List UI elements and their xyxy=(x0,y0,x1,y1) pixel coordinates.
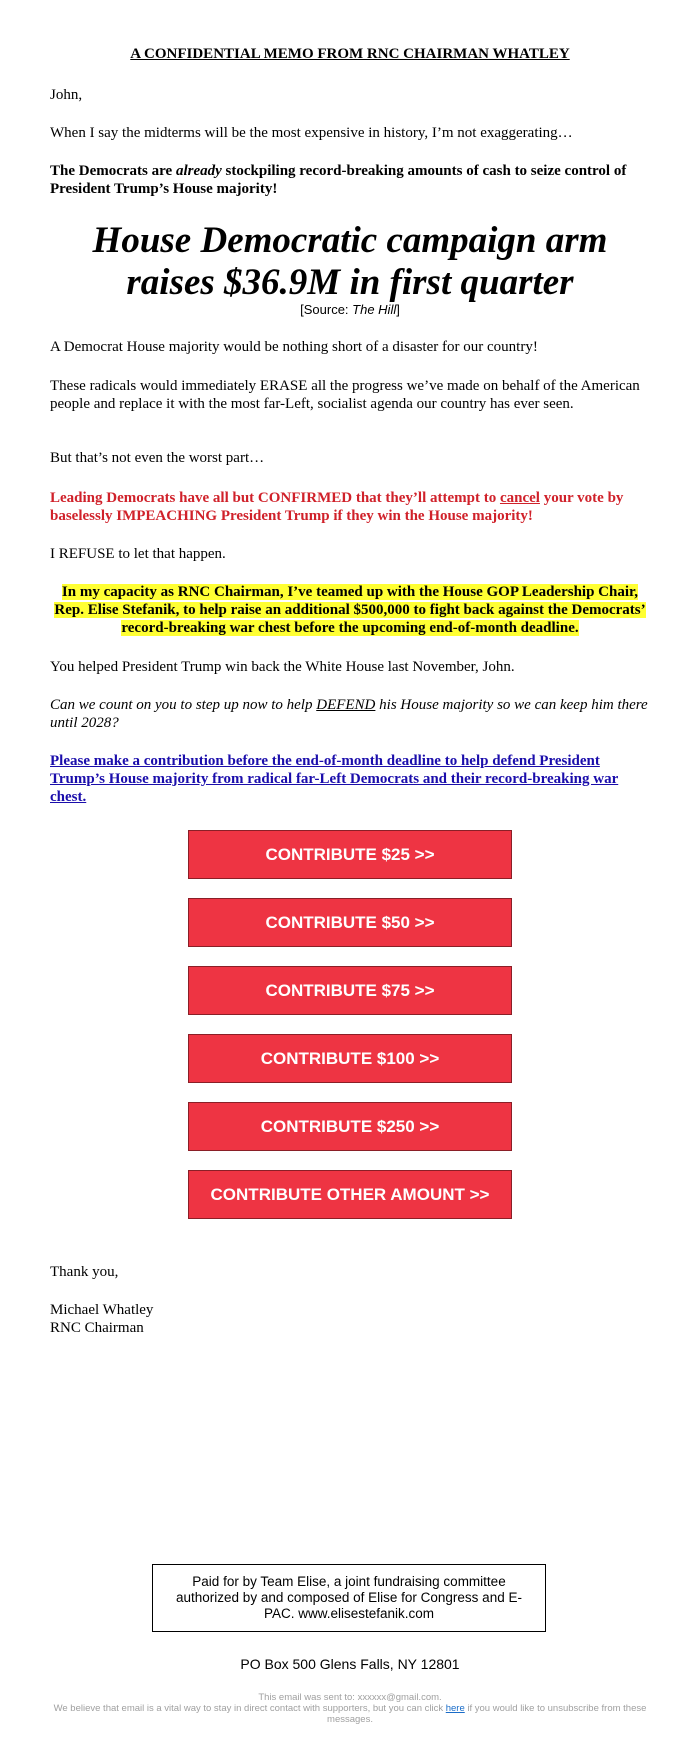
paid-for-disclaimer: Paid for by Team Elise, a joint fundraising committee authorized by and composed of Elise for Congress and E-PAC. www.elisestefanik.com xyxy=(152,1564,546,1632)
impeach-warning-paragraph: Leading Democrats have all but CONFIRMED that they’ll attempt to cancel your vote by baselessly IMPEACHING President Trump if they win the House majority! xyxy=(50,490,624,524)
memo-title: A CONFIDENTIAL MEMO FROM RNC CHAIRMAN WHATLEY xyxy=(130,46,570,62)
sent-to-line: This email was sent to: xxxxxx@gmail.com. xyxy=(258,1692,442,1703)
intro-paragraph: When I say the midterms will be the most expensive in history, I’m not exaggerating… xyxy=(50,125,573,141)
unsubscribe-footer xyxy=(50,1692,650,1725)
signature-name: Michael Whatley xyxy=(50,1302,154,1318)
stockpiling-paragraph: The Democrats are already stockpiling record-breaking amounts of cash to seize control of President Trump’s House majority! xyxy=(50,163,627,197)
source-citation: [Source: The Hill] xyxy=(300,302,400,317)
mailing-address: PO Box 500 Glens Falls, NY 12801 xyxy=(240,1656,460,1672)
contribute-100-button[interactable]: CONTRIBUTE $100 >> xyxy=(188,1034,512,1083)
radicals-paragraph: These radicals would immediately ERASE all the progress we’ve made on behalf of the American people and replace it with the most far-Left, socialist agenda our country has ever seen. xyxy=(50,378,640,412)
highlighted-appeal: In my capacity as RNC Chairman, I’ve teamed up with the House GOP Leadership Chair, Rep. Elise Stefanik, to help raise an additional $500,000 to fight back against the Democrats’ record-breaking war chest before the upcoming end-of-month deadline. xyxy=(54,584,646,636)
unsubscribe-link[interactable]: here xyxy=(445,1703,465,1714)
contribute-75-button[interactable]: CONTRIBUTE $75 >> xyxy=(188,966,512,1015)
contribute-25-button[interactable]: CONTRIBUTE $25 >> xyxy=(188,830,512,879)
worst-part-paragraph: But that’s not even the worst part… xyxy=(50,450,265,466)
closing-thanks: Thank you, xyxy=(50,1264,119,1280)
contribute-50-button[interactable]: CONTRIBUTE $50 >> xyxy=(188,898,512,947)
greeting: John, xyxy=(50,87,83,103)
refuse-paragraph: I REFUSE to let that happen. xyxy=(50,546,226,562)
signature-title: RNC Chairman xyxy=(50,1320,144,1336)
disaster-paragraph: A Democrat House majority would be nothing short of a disaster for our country! xyxy=(50,339,538,355)
contribute-other-amount-button[interactable]: CONTRIBUTE OTHER AMOUNT >> xyxy=(188,1170,512,1219)
contribution-link[interactable]: Please make a contribution before the end-of-month deadline to help defend President Trump’s House majority from radical far-Left Democrats and their record-breaking war chest. xyxy=(50,753,619,805)
headline: House Democratic campaign arm raises $36.9M in first quarter xyxy=(92,220,608,303)
helped-trump-paragraph: You helped President Trump win back the White House last November, John. xyxy=(50,659,515,675)
count-on-you-paragraph: Can we count on you to step up now to help DEFEND his House majority so we can keep him there until 2028? xyxy=(50,697,648,731)
unsubscribe-line: We believe that email is a vital way to stay in direct contact with supporters, but you can click here if you would like to unsubscribe from these messages. xyxy=(53,1703,647,1725)
contribute-250-button[interactable]: CONTRIBUTE $250 >> xyxy=(188,1102,512,1151)
